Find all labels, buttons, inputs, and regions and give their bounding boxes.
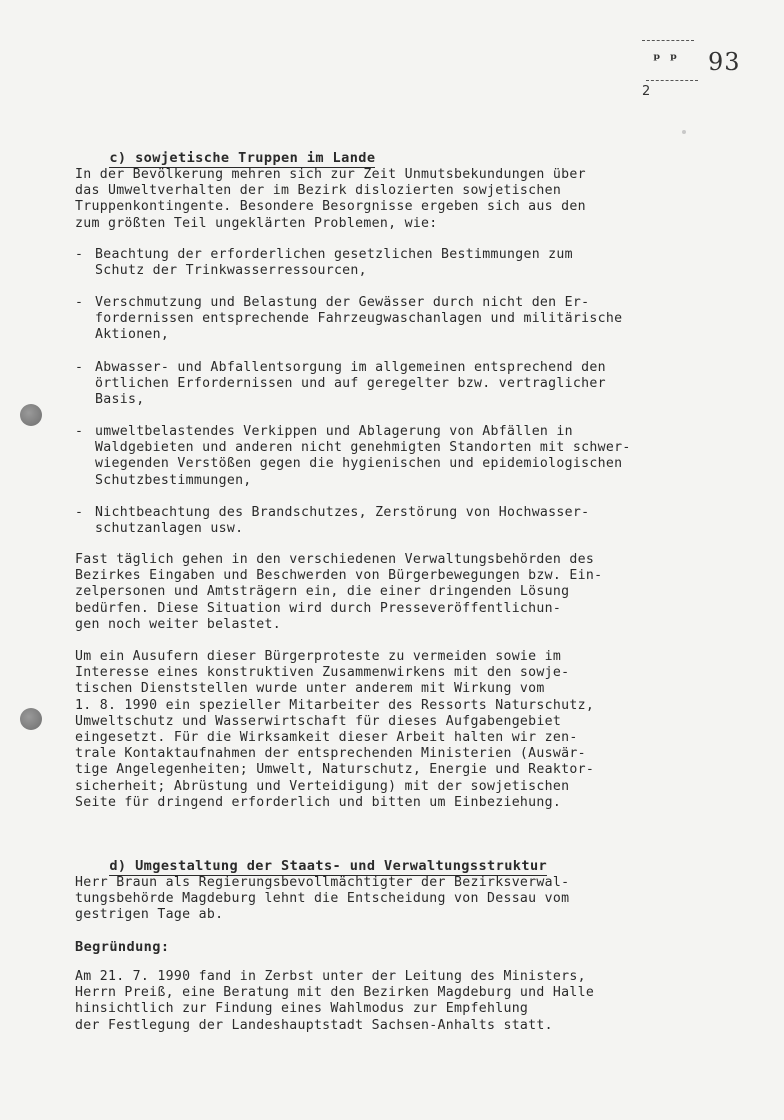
list-dash: - [75, 247, 84, 262]
text-line: wiegenden Verstößen gegen die hygienischen und epidemiologischen [95, 456, 623, 472]
section-c-heading: c) sowjetische Truppen im Lande [109, 150, 376, 166]
text-line: sicherheit; Abrüstung und Verteidigung) mit der sowjetischen [75, 778, 570, 794]
text-line: Am 21. 7. 1990 fand in Zerbst unter der Leitung des Ministers, [75, 969, 586, 984]
header-dashes-top [642, 40, 694, 43]
text-line: trale Kontaktaufnahmen der entsprechenden Ministerien (Auswär- [75, 746, 586, 762]
text-line: tischen Dienststellen wurde unter anderem mit Wirkung vom [75, 681, 545, 697]
text-line: In der Bevölkerung mehren sich zur Zeit Unmutsbekundungen über [75, 167, 586, 182]
text-line: tungsbehörde Magdeburg lehnt die Entscheidung von Dessau vom [75, 891, 570, 907]
section-c-intro [75, 167, 735, 232]
text-line: hinsichtlich zur Findung eines Wahlmodus zur Empfehlung [75, 1001, 529, 1017]
text-line: eingesetzt. Für die Wirksamkeit dieser Arbeit halten wir zen- [75, 729, 578, 745]
list-dash: - [75, 295, 84, 310]
section-c-paragraph-2 [75, 649, 735, 811]
text-line: Bezirkes Eingaben und Beschwerden von Bürgerbewegungen bzw. Ein- [75, 568, 603, 584]
text-line: Abwasser- und Abfallentsorgung im allgemeinen entsprechend den [95, 360, 606, 375]
punch-hole-top [20, 404, 42, 426]
text-line: Truppenkontingente. Besondere Besorgnisse ergeben sich aus den [75, 199, 586, 215]
text-line: Beachtung der erforderlichen gesetzlichen Bestimmungen zum [95, 247, 573, 262]
text-line: Interesse eines konstruktiven Zusammenwirkens mit den sowje- [75, 665, 570, 681]
text-line: Basis, [95, 392, 145, 408]
page-number: 93 [708, 48, 741, 76]
page-marker: 2 [642, 84, 651, 99]
text-line: fordernissen entsprechende Fahrzeugwaschanlagen und militärische [95, 311, 623, 327]
paper-speck [682, 130, 686, 134]
text-line: gestrigen Tage ab. [75, 907, 224, 923]
punch-hole-bottom [20, 708, 42, 730]
list-dash: - [75, 424, 84, 439]
text-line: Fast täglich gehen in den verschiedenen Verwaltungsbehörden des [75, 552, 595, 567]
text-line: schutzanlagen usw. [95, 521, 244, 537]
text-line: tige Angelegenheiten; Umwelt, Naturschutz, Energie und Reaktor- [75, 762, 595, 778]
text-line: zum größten Teil ungeklärten Problemen, wie: [75, 215, 438, 231]
text-line: Um ein Ausufern dieser Bürgerproteste zu vermeiden sowie im [75, 649, 562, 664]
header-dashes-bottom [646, 80, 698, 83]
text-line: Aktionen, [95, 327, 170, 343]
header-short-mark: ᵖ ᵖ [653, 50, 680, 68]
text-line: umweltbelastendes Verkippen und Ablagerung von Abfällen in [95, 424, 573, 439]
section-d-subheading: Begründung: [75, 939, 170, 955]
text-line: gen noch weiter belastet. [75, 616, 281, 632]
section-c-paragraph-1 [75, 552, 735, 633]
text-line: zelpersonen und Amtsträgern ein, die einer dringenden Lösung [75, 584, 570, 600]
section-d-paragraph-1 [75, 875, 735, 924]
text-line: örtlichen Erfordernissen und auf geregelter bzw. vertraglicher [95, 376, 606, 392]
text-line: das Umweltverhalten der im Bezirk dislozierten sowjetischen [75, 183, 562, 199]
section-d-heading: d) Umgestaltung der Staats- und Verwaltungsstruktur [109, 858, 548, 874]
text-line: bedürfen. Diese Situation wird durch Presseveröffentlichun- [75, 600, 562, 616]
list-dash: - [75, 360, 84, 375]
section-d-paragraph-2 [75, 969, 735, 1034]
text-line: der Festlegung der Landeshauptstadt Sachsen-Anhalts statt. [75, 1017, 553, 1033]
text-line: Waldgebieten und anderen nicht genehmigten Standorten mit schwer- [95, 440, 631, 456]
text-line: Umweltschutz und Wasserwirtschaft für dieses Aufgabengebiet [75, 713, 562, 729]
text-line: Schutz der Trinkwasserressourcen, [95, 263, 367, 279]
text-line: Nichtbeachtung des Brandschutzes, Zerstörung von Hochwasser- [95, 505, 590, 520]
text-line: Verschmutzung und Belastung der Gewässer durch nicht den Er- [95, 295, 590, 310]
text-line: 1. 8. 1990 ein spezieller Mitarbeiter des Ressorts Naturschutz, [75, 697, 595, 713]
list-dash: - [75, 505, 84, 520]
text-line: Herr Braun als Regierungsbevollmächtigter der Bezirksverwal- [75, 875, 570, 890]
text-line: Seite für dringend erforderlich und bitten um Einbeziehung. [75, 794, 562, 810]
text-line: Herrn Preiß, eine Beratung mit den Bezirken Magdeburg und Halle [75, 985, 595, 1001]
text-line: Schutzbestimmungen, [95, 472, 252, 488]
